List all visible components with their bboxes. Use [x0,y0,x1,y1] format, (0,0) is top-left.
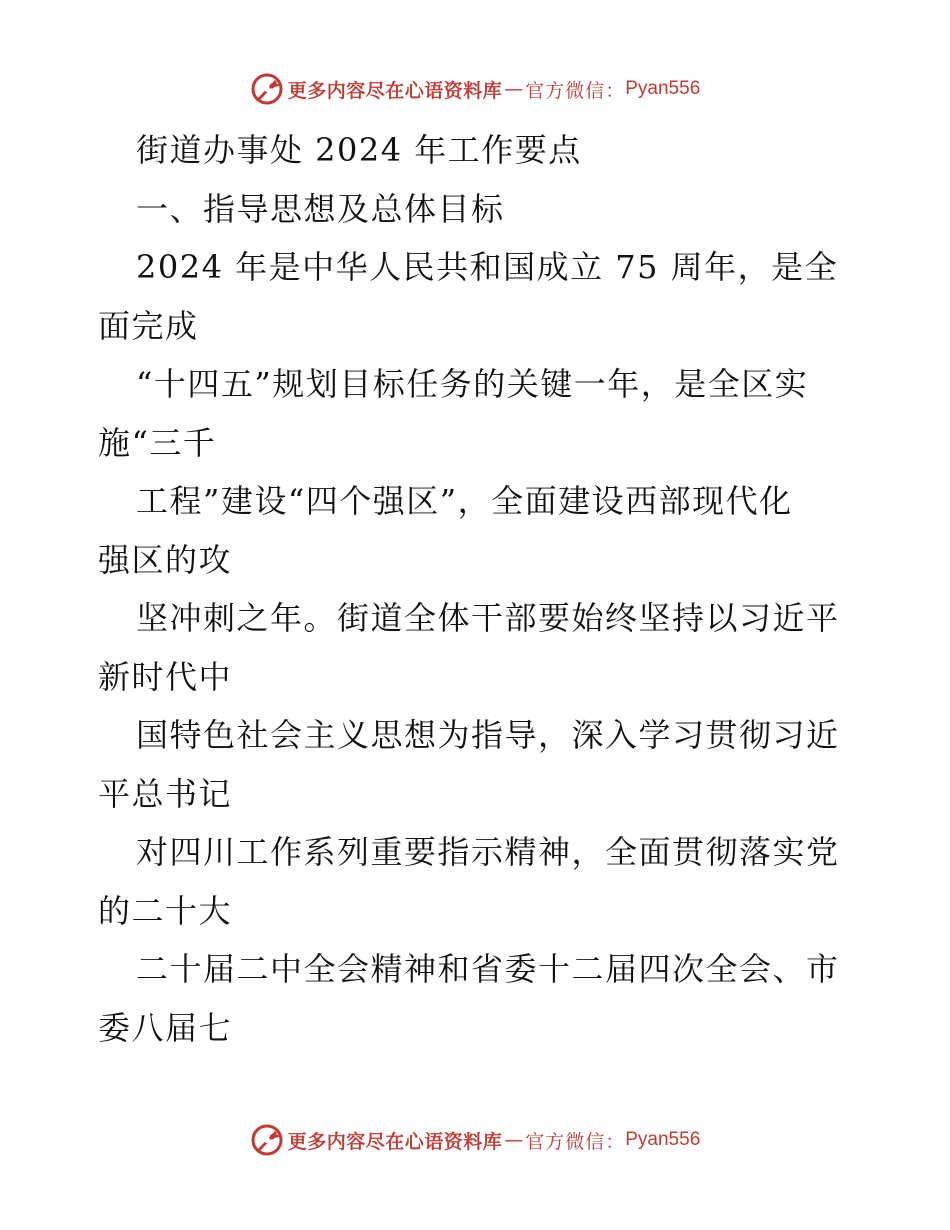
document-line: 委八届七 [98,1008,233,1047]
document-line: 工程”建设“四个强区”，全面建设西部现代化 [136,482,793,520]
document-line: 2024 年是中华人民共和国成立 75 周年，是全 [136,248,839,286]
document-line: “十四五”规划目标任务的关键一年，是全区实 [136,365,809,403]
document-line: 施“三千 [98,423,217,462]
document-line: 国特色社会主义思想为指导，深入学习贯彻习近 [136,716,840,754]
document-line: 平总书记 [98,774,233,813]
document-line: 二十届二中全会精神和省委十二届四次全会、市 [136,950,840,988]
document-line: 坚冲刺之年。街道全体干部要始终坚持以习近平 [136,599,840,637]
document-line: 新时代中 [98,657,233,696]
quill-logo-icon [250,1123,284,1157]
watermark-wechat-label: 官方微信： [525,79,626,102]
watermark-banner-bottom [0,1120,950,1160]
document-line: 面完成 [98,306,199,345]
document-line: 街道办事处 2024 年工作要点 [136,131,582,169]
watermark-text: 更多内容尽在心语资料库 [287,1130,503,1153]
watermark-dash: — [504,78,524,100]
watermark-banner-top [0,69,950,109]
document-line: 的二十大 [98,891,233,930]
watermark-wechat-label: 官方微信： [525,1130,626,1153]
quill-logo-icon [250,72,284,106]
document-line: 对四川工作系列重要指示精神，全面贯彻落实党 [136,833,840,871]
watermark-wechat-id: Pyan556 [625,78,701,99]
document-line: 强区的攻 [98,540,233,579]
watermark-dash: — [504,1129,524,1151]
document-line: 一、指导思想及总体目标 [136,189,505,228]
watermark-wechat-id: Pyan556 [625,1129,701,1150]
watermark-text: 更多内容尽在心语资料库 [287,79,503,102]
document-body [98,121,858,1057]
